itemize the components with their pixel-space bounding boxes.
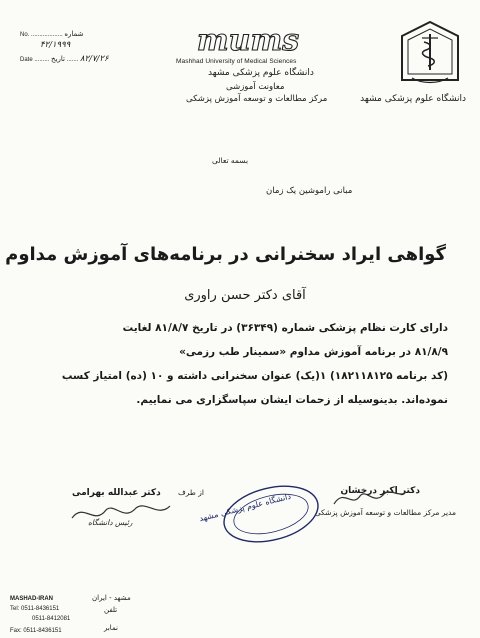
signatory-left-name: دکتر عبدالله بهرامی: [72, 488, 161, 498]
signatory-left-prefix: از طرف: [178, 488, 204, 497]
university-name-en: Mashhad University of Medical Sciences: [176, 58, 297, 65]
footer-tel2: 0511-8412081: [32, 616, 71, 622]
date-value: ۸۲/۷/۲۶: [80, 54, 109, 64]
svg-text:mums: mums: [196, 23, 300, 58]
mums-logo-icon: [172, 22, 324, 58]
recipient-line: مبانی راموشین یک زمان: [266, 186, 353, 196]
number-fa-label: شماره: [64, 30, 84, 38]
university-name-fa: دانشگاه علوم پزشکی مشهد: [360, 94, 466, 104]
footer-city-en: MASHAD-IRAN: [10, 596, 53, 602]
number-label: No.: [20, 32, 30, 38]
date-label: Date: [20, 57, 33, 63]
body-line-4: نموده‌اند. بدینوسیله از زحمات ایشان سپاسگزاری می نماییم.: [136, 394, 448, 406]
certificate-title: گواهی ایراد سخنرانی در برنامه‌های آموزش مداوم: [5, 244, 446, 265]
footer-fax: Fax: 0511-8436151: [10, 628, 62, 634]
university-emblem-icon: [398, 18, 462, 90]
number-row: No. ................... شماره: [20, 30, 84, 38]
recipient-name: آقای دکتر حسن راوری: [184, 288, 306, 303]
footer-fax-fa: نمابر: [104, 624, 118, 632]
center-label: مرکز مطالعات و توسعه آموزش پزشکی: [186, 94, 328, 104]
number-value: ۴۲/۱۹۹۹: [40, 40, 71, 50]
body-line-3: (کد برنامه ۱۸۲۱۱۸۱۲۵) ۱(یک) عنوان سخنرانی داشته و ۱۰ (ده) امتیاز کسب: [61, 370, 448, 382]
bismillah: بسمه تعالی: [212, 156, 249, 165]
stamp-text: دانشگاه علوم پزشکی مشهد: [198, 491, 292, 524]
university-name-fa-center: دانشگاه علوم پزشکی مشهد: [208, 68, 314, 78]
signatory-right-title: مدیر مرکز مطالعات و توسعه آموزش پزشکی: [314, 508, 456, 517]
body-line-2: ۸۱/۸/۹ در برنامه آموزش مداوم «سمینار طب رزمی»: [179, 346, 448, 358]
footer-city-fa: مشهد - ایران: [92, 594, 131, 602]
signatory-left-title: رئیس دانشگاه: [88, 518, 133, 527]
date-row: Date ......... ۸۲/۷/۲۶ ....... تاریخ: [20, 54, 109, 64]
footer-tel: Tel: 0511-8436151: [10, 606, 60, 612]
body-line-1: دارای کارت نظام پزشکی شماره (۳۶۳۴۹) در تاریخ ۸۱/۸/۷ لغایت: [122, 322, 448, 334]
signatory-right-name: دکتر اکبر درخشان: [340, 486, 420, 496]
footer-tel-fa: تلفن: [104, 606, 118, 614]
date-fa-label: تاریخ: [51, 55, 65, 63]
deputy-label: معاونت آموزشی: [226, 82, 285, 92]
